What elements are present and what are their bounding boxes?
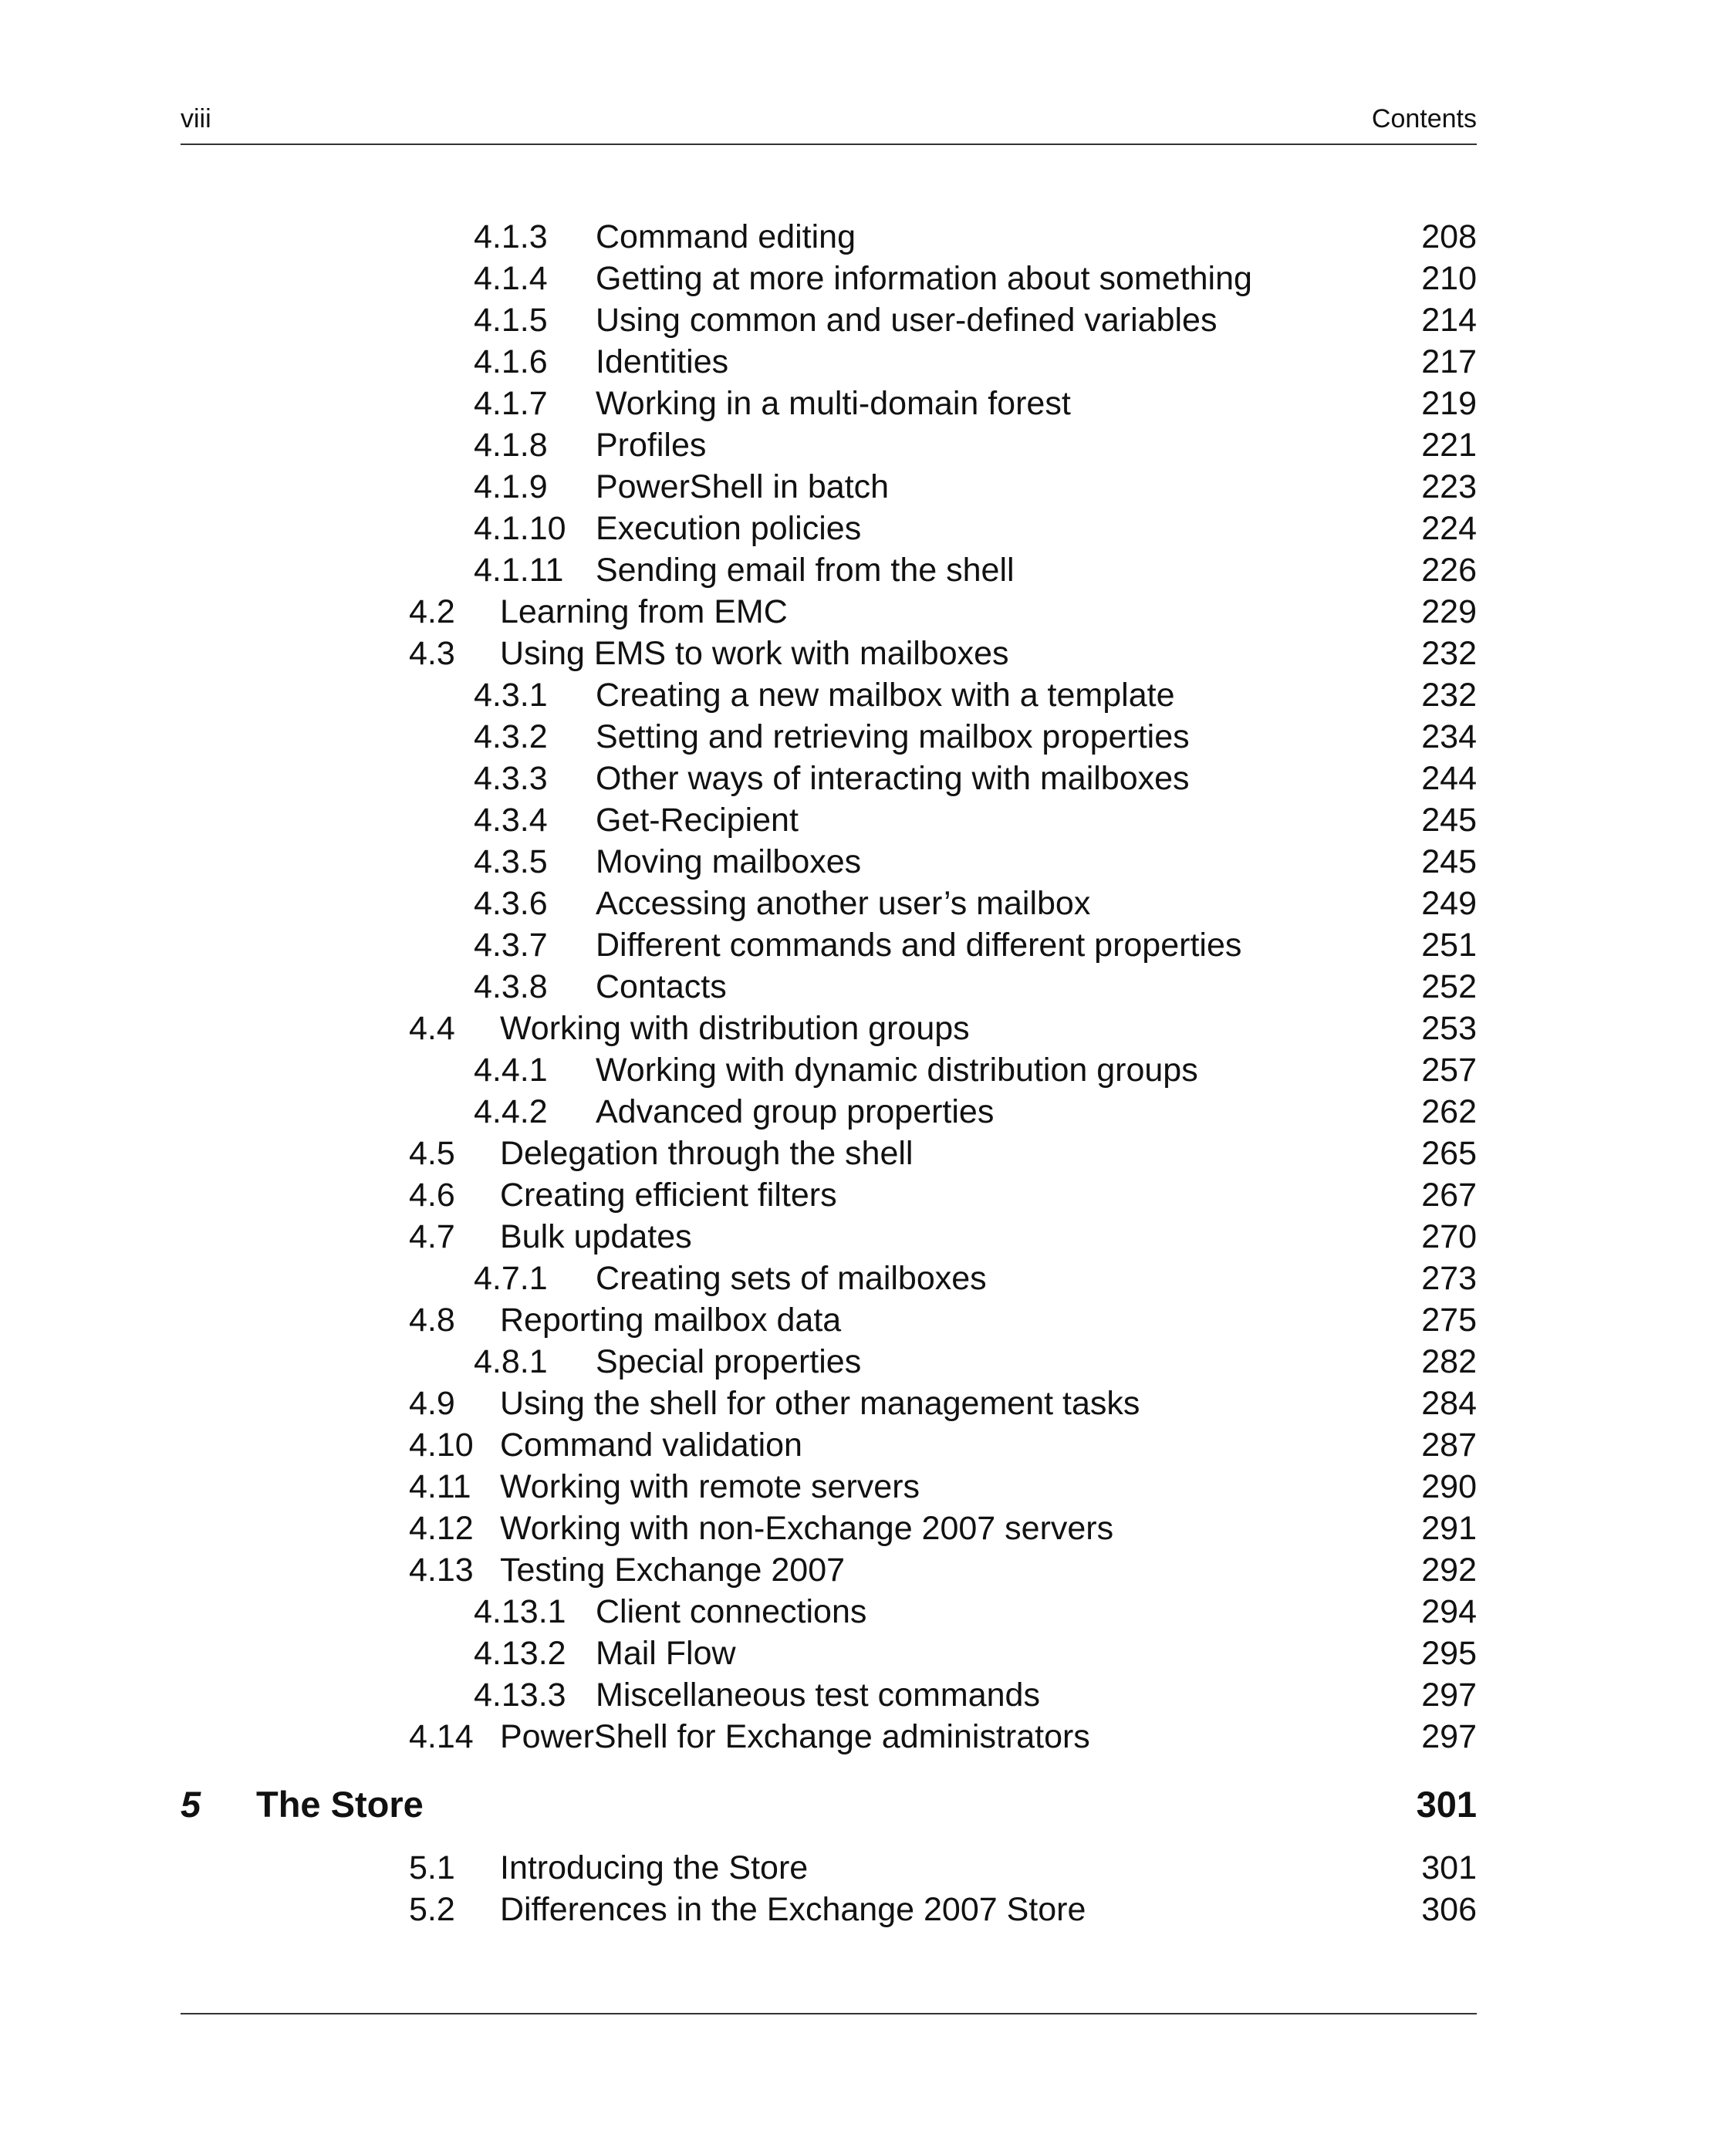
toc-entry[interactable] [0, 716, 1736, 758]
toc-entry-page: 252 [1421, 968, 1477, 1005]
toc-entry-number: 5.1 [409, 1849, 455, 1886]
toc-entry-number: 4.1.8 [474, 427, 548, 464]
toc-entry-page: 253 [1421, 1010, 1477, 1047]
toc-entry-title: Execution policies [596, 510, 862, 547]
toc-entry-number: 4.1.10 [474, 510, 566, 547]
toc-entry-page: 295 [1421, 1635, 1477, 1672]
toc-entry-page: 291 [1421, 1510, 1477, 1547]
toc-entry[interactable] [0, 1258, 1736, 1299]
toc-entry-number: 4.5 [409, 1135, 455, 1172]
toc-entry-page: 267 [1421, 1177, 1477, 1214]
page-number: viii [181, 104, 211, 133]
toc-entry-number: 4.3.6 [474, 885, 548, 922]
toc-entry-title: Differences in the Exchange 2007 Store [500, 1891, 1086, 1928]
toc-entry-page: 284 [1421, 1385, 1477, 1422]
toc-entry-number: 4.13.2 [474, 1635, 566, 1672]
toc-entry-page: 265 [1421, 1135, 1477, 1172]
toc-entry[interactable] [0, 1674, 1736, 1716]
toc-entry-page: 249 [1421, 885, 1477, 922]
toc-entry-page: 297 [1421, 1718, 1477, 1755]
toc-entry-page: 219 [1421, 385, 1477, 422]
toc-entry[interactable] [0, 1466, 1736, 1508]
toc-entry-number: 4.1.7 [474, 385, 548, 422]
chapter-heading[interactable] [0, 1762, 1736, 1847]
toc-entry-title: Mail Flow [596, 1635, 736, 1672]
toc-entry[interactable] [0, 1341, 1736, 1383]
toc-entry-page: 234 [1421, 718, 1477, 755]
toc-entry[interactable] [0, 674, 1736, 716]
toc-entry-page: 229 [1421, 593, 1477, 630]
toc-entry[interactable] [0, 216, 1736, 258]
toc-entry[interactable] [0, 591, 1736, 633]
toc-entry-number: 4.3.2 [474, 718, 548, 755]
toc-entry[interactable] [0, 299, 1736, 341]
toc-entry-title: Creating sets of mailboxes [596, 1260, 987, 1297]
table-of-contents [0, 216, 1736, 1930]
toc-entry-title: Moving mailboxes [596, 843, 862, 880]
toc-entry-number: 4.4.1 [474, 1052, 548, 1089]
toc-entry-title: Setting and retrieving mailbox properties [596, 718, 1190, 755]
page-header [181, 99, 1477, 145]
toc-entry-title: Creating a new mailbox with a template [596, 677, 1175, 714]
toc-entry-title: Contacts [596, 968, 727, 1005]
toc-entry-title: Client connections [596, 1593, 867, 1630]
toc-entry-title: Delegation through the shell [500, 1135, 914, 1172]
chapter-number: 5 [181, 1784, 201, 1825]
toc-entry-number: 4.13.3 [474, 1677, 566, 1714]
toc-entry[interactable] [0, 1091, 1736, 1133]
toc-entry[interactable] [0, 1299, 1736, 1341]
toc-entry-page: 294 [1421, 1593, 1477, 1630]
toc-entry-title: Profiles [596, 427, 707, 464]
toc-entry-page: 301 [1421, 1849, 1477, 1886]
toc-entry-number: 4.3.7 [474, 927, 548, 964]
toc-entry-page: 232 [1421, 635, 1477, 672]
toc-entry-number: 4.4.2 [474, 1093, 548, 1130]
toc-entry-title: Getting at more information about something [596, 260, 1252, 297]
toc-entry[interactable] [0, 1133, 1736, 1174]
toc-entry-title: Other ways of interacting with mailboxes [596, 760, 1190, 797]
toc-entry-number: 4.13 [409, 1552, 474, 1589]
toc-entry-title: Reporting mailbox data [500, 1302, 842, 1339]
toc-entry[interactable] [0, 1591, 1736, 1633]
toc-entry-title: Learning from EMC [500, 593, 788, 630]
toc-entry-title: Using the shell for other management tasks [500, 1385, 1140, 1422]
toc-entry-number: 4.3.1 [474, 677, 548, 714]
toc-entry[interactable] [0, 424, 1736, 466]
toc-entry[interactable] [0, 1174, 1736, 1216]
toc-entry-title: Command validation [500, 1427, 802, 1464]
chapter-title: The Store [256, 1784, 424, 1825]
toc-entry[interactable] [0, 1008, 1736, 1049]
toc-entry-title: Bulk updates [500, 1218, 692, 1255]
toc-entry-title: Get-Recipient [596, 802, 799, 839]
toc-entry-page: 287 [1421, 1427, 1477, 1464]
toc-entry-page: 270 [1421, 1218, 1477, 1255]
toc-entry-title: Advanced group properties [596, 1093, 995, 1130]
toc-entry-page: 232 [1421, 677, 1477, 714]
toc-entry-page: 290 [1421, 1468, 1477, 1505]
toc-entry[interactable] [0, 841, 1736, 883]
toc-entry-number: 4.13.1 [474, 1593, 566, 1630]
chapter-page: 301 [1416, 1784, 1477, 1825]
toc-entry[interactable] [0, 383, 1736, 424]
toc-entry-title: Different commands and different properties [596, 927, 1242, 964]
toc-entry-title: Working in a multi-domain forest [596, 385, 1071, 422]
toc-entry-title: Working with remote servers [500, 1468, 920, 1505]
toc-entry-page: 273 [1421, 1260, 1477, 1297]
toc-entry-number: 4.1.9 [474, 468, 548, 505]
toc-entry-page: 262 [1421, 1093, 1477, 1130]
toc-entry-page: 292 [1421, 1552, 1477, 1589]
toc-entry-number: 4.1.3 [474, 218, 548, 255]
toc-entry-number: 4.7 [409, 1218, 455, 1255]
toc-entry-number: 4.3 [409, 635, 455, 672]
toc-entry-page: 214 [1421, 302, 1477, 339]
toc-entry-number: 4.3.4 [474, 802, 548, 839]
toc-entry[interactable] [0, 758, 1736, 799]
toc-entry-title: Miscellaneous test commands [596, 1677, 1040, 1714]
toc-entry-number: 4.1.11 [474, 552, 564, 589]
toc-entry[interactable] [0, 1716, 1736, 1758]
toc-entry-title: Testing Exchange 2007 [500, 1552, 846, 1589]
toc-entry[interactable] [0, 1889, 1736, 1930]
toc-entry-number: 5.2 [409, 1891, 455, 1928]
toc-entry-page: 245 [1421, 802, 1477, 839]
toc-entry[interactable] [0, 1847, 1736, 1889]
toc-entry-page: 244 [1421, 760, 1477, 797]
toc-entry-number: 4.10 [409, 1427, 474, 1464]
toc-entry[interactable] [0, 508, 1736, 549]
toc-entry[interactable] [0, 1549, 1736, 1591]
toc-entry[interactable] [0, 466, 1736, 508]
toc-entry-number: 4.8.1 [474, 1343, 548, 1380]
toc-entry-title: Introducing the Store [500, 1849, 809, 1886]
toc-entry-number: 4.8 [409, 1302, 455, 1339]
toc-entry-number: 4.11 [409, 1468, 471, 1505]
toc-entries-chapter-5 [0, 1847, 1736, 1930]
toc-entry-page: 223 [1421, 468, 1477, 505]
toc-entry-title: Using EMS to work with mailboxes [500, 635, 1009, 672]
toc-entry[interactable] [0, 1383, 1736, 1424]
toc-entry-page: 251 [1421, 927, 1477, 964]
toc-entry-number: 4.4 [409, 1010, 455, 1047]
toc-entry-title: Special properties [596, 1343, 862, 1380]
toc-entries-chapter-4 [0, 216, 1736, 1758]
toc-entry-title: Identities [596, 343, 729, 380]
toc-entry-page: 257 [1421, 1052, 1477, 1089]
toc-entry-title: Working with distribution groups [500, 1010, 970, 1047]
toc-entry[interactable] [0, 966, 1736, 1008]
toc-entry[interactable] [0, 1216, 1736, 1258]
toc-entry-number: 4.9 [409, 1385, 455, 1422]
toc-entry-number: 4.6 [409, 1177, 455, 1214]
toc-entry-title: Creating efficient filters [500, 1177, 837, 1214]
toc-entry[interactable] [0, 633, 1736, 674]
toc-entry-title: PowerShell for Exchange administrators [500, 1718, 1090, 1755]
header-rule [181, 144, 1477, 145]
toc-entry[interactable] [0, 258, 1736, 299]
toc-entry-title: PowerShell in batch [596, 468, 890, 505]
toc-entry[interactable] [0, 883, 1736, 924]
toc-entry-title: Working with non-Exchange 2007 servers [500, 1510, 1114, 1547]
toc-entry[interactable] [0, 924, 1736, 966]
toc-entry-title: Working with dynamic distribution groups [596, 1052, 1198, 1089]
toc-entry-number: 4.1.4 [474, 260, 548, 297]
toc-entry-title: Accessing another user’s mailbox [596, 885, 1091, 922]
toc-entry[interactable] [0, 549, 1736, 591]
running-title: Contents [1371, 104, 1477, 133]
toc-entry-page: 226 [1421, 552, 1477, 589]
toc-entry-number: 4.3.5 [474, 843, 548, 880]
toc-entry-page: 297 [1421, 1677, 1477, 1714]
toc-entry-number: 4.3.8 [474, 968, 548, 1005]
toc-entry-number: 4.7.1 [474, 1260, 548, 1297]
toc-entry-page: 210 [1421, 260, 1477, 297]
toc-entry[interactable] [0, 799, 1736, 841]
toc-entry-page: 282 [1421, 1343, 1477, 1380]
toc-entry-page: 275 [1421, 1302, 1477, 1339]
toc-entry-page: 245 [1421, 843, 1477, 880]
toc-entry-title: Using common and user-defined variables [596, 302, 1218, 339]
toc-entry-page: 224 [1421, 510, 1477, 547]
toc-entry-title: Command editing [596, 218, 856, 255]
toc-entry[interactable] [0, 1633, 1736, 1674]
toc-entry-number: 4.3.3 [474, 760, 548, 797]
toc-entry-number: 4.12 [409, 1510, 474, 1547]
toc-entry[interactable] [0, 1424, 1736, 1466]
toc-entry-page: 221 [1421, 427, 1477, 464]
toc-entry-number: 4.1.6 [474, 343, 548, 380]
footer-rule [181, 2013, 1477, 2014]
toc-entry[interactable] [0, 341, 1736, 383]
toc-entry-page: 208 [1421, 218, 1477, 255]
toc-entry[interactable] [0, 1049, 1736, 1091]
toc-entry-number: 4.1.5 [474, 302, 548, 339]
toc-entry-number: 4.14 [409, 1718, 474, 1755]
toc-entry-title: Sending email from the shell [596, 552, 1015, 589]
toc-entry-page: 217 [1421, 343, 1477, 380]
toc-entry-number: 4.2 [409, 593, 455, 630]
toc-entry-page: 306 [1421, 1891, 1477, 1928]
toc-entry[interactable] [0, 1508, 1736, 1549]
